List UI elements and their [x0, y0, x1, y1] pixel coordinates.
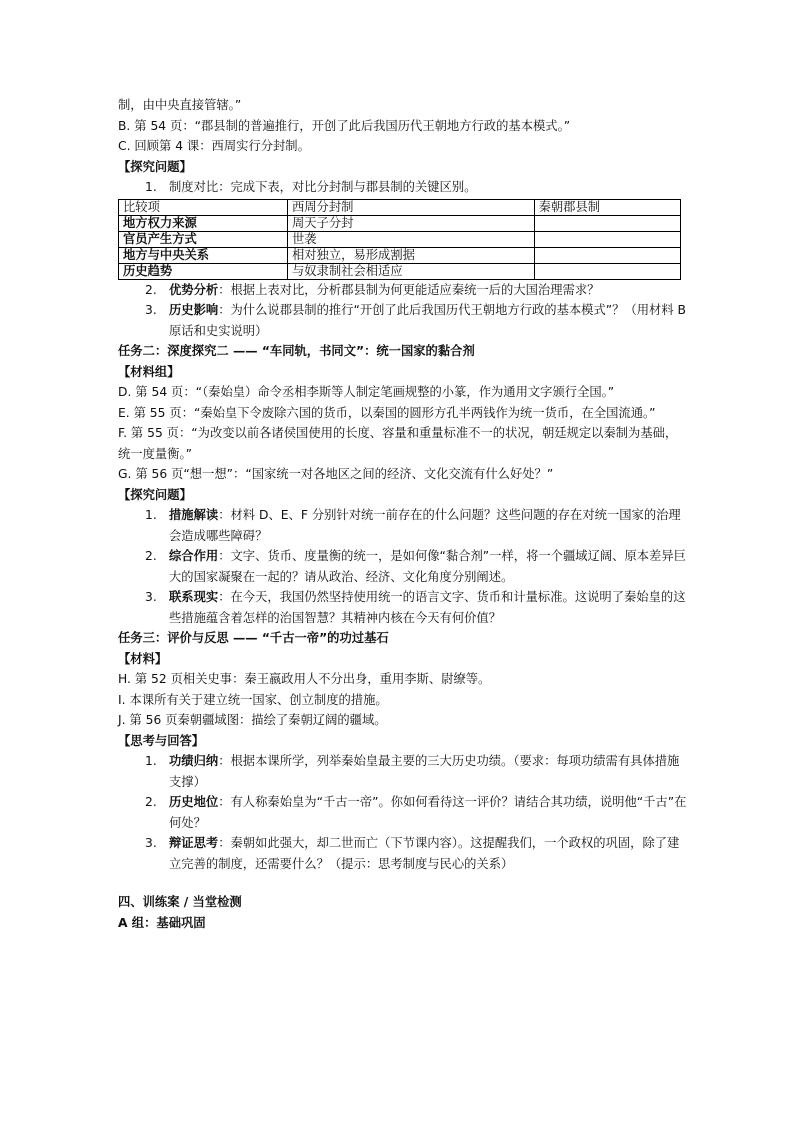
- table-cell-blank[interactable]: [534, 247, 680, 263]
- table-row: [119, 247, 681, 263]
- question-term: 措施解读: [169, 508, 219, 522]
- question-term: 功绩归纳: [169, 754, 219, 768]
- question-item: [118, 546, 688, 587]
- table-row: [119, 215, 681, 231]
- question-number: 2.: [145, 795, 157, 809]
- question-item: [118, 751, 688, 792]
- comparison-table: [118, 199, 681, 280]
- section4-subtitle: A 组：基础巩固: [118, 915, 206, 930]
- question-number: 2.: [145, 549, 157, 563]
- material-d: D. 第 54 页：“（秦始皇）命令丞相李斯等人制定笔画规整的小篆，作为通用文字颁行全国。”: [118, 385, 615, 399]
- table-row: [119, 231, 681, 247]
- explore-heading: 【探究问题】: [118, 159, 192, 174]
- material-b: B. 第 54 页：“郡县制的普遍推行，开创了此后我国历代王朝地方行政的基本模式。”: [118, 118, 571, 133]
- table-header-cell: 比较项: [119, 199, 288, 215]
- material-e: E. 第 55 页：“秦始皇下令废除六国的货币，以秦国的圆形方孔半两钱作为统一货币，在全国流通。”: [118, 405, 656, 420]
- task3-material-heading: 【材料】: [118, 651, 168, 666]
- material-c: C. 回顾第 4 课：西周实行分封制。: [118, 139, 310, 153]
- table-cell: 相对独立，易形成割据: [287, 247, 534, 263]
- question-number: 3.: [145, 590, 157, 604]
- table-cell: 世袭: [287, 231, 534, 247]
- question-term: 辩证思考: [169, 836, 219, 850]
- table-row: [119, 263, 681, 279]
- table-cell-blank[interactable]: [534, 263, 680, 279]
- question-number: 3.: [145, 303, 157, 317]
- question-item: [118, 587, 688, 628]
- intro-line-1: 制，由中央直接管辖。”: [118, 98, 242, 112]
- task2-material-heading: 【材料组】: [118, 364, 180, 379]
- table-cell: 周天子分封: [287, 215, 534, 231]
- task3-title: 任务三：评价与反思 —— “千古一帝”的功过基石: [118, 631, 389, 645]
- question-term: 历史影响: [169, 303, 219, 317]
- question-term: 优势分析: [169, 282, 219, 297]
- question-text: ：根据上表对比，分析郡县制为何更能适应秦统一后的大国治理需求？: [218, 282, 600, 297]
- table-header-row: [119, 199, 681, 215]
- table-cell-blank[interactable]: [534, 231, 680, 247]
- question-text: ：在今天，我国仍然坚持使用统一的语言文字、货币和计量标准。这说明了秦始皇的这些措施蕴含着怎样的治国智慧？其精神内核在今天有何价值？: [169, 590, 686, 625]
- question-number: 1.: [145, 508, 157, 522]
- section4-title: 四、训练案 / 当堂检测: [118, 895, 242, 909]
- question-item: [118, 280, 688, 301]
- question-item: [118, 792, 688, 833]
- explore-question-list: [118, 177, 688, 198]
- question-text: ：秦朝如此强大，却二世而亡（下节课内容）。这提醒我们，一个政权的巩固，除了建立完善的制度，还需要什么？（提示：思考制度与民心的关系）: [169, 836, 680, 871]
- question-item: [118, 300, 688, 341]
- question-text: ：有人称秦始皇为“千古一帝”。你如何看待这一评价？请结合其功绩，说明他“千古”在何处？: [169, 795, 687, 830]
- material-i: I. 本课所有关于建立统一国家、创立制度的措施。: [118, 692, 388, 707]
- material-g: G. 第 56 页“想一想”：“国家统一对各地区之间的经济、文化交流有什么好处？”: [118, 467, 554, 481]
- question-number: 2.: [145, 282, 157, 297]
- table-header-cell: 西周分封制: [287, 199, 534, 215]
- question-item: [118, 833, 688, 874]
- question-term: 联系现实: [169, 590, 219, 604]
- task2-question-list: [118, 505, 688, 628]
- question-text: 制度对比：完成下表，对比分封制与郡县制的关键区别。: [169, 180, 477, 194]
- question-item: [118, 505, 688, 546]
- question-text: ：为什么说郡县制的推行“开创了此后我国历代王朝地方行政的基本模式”？（用材料 B 原话和史实说明）: [169, 303, 686, 338]
- table-cell: 官员产生方式: [119, 231, 288, 247]
- material-f: F. 第 55 页：“为改变以前各诸侯国使用的长度、容量和重量标准不一的状况，朝廷规定以秦制为基础，统一度量衡。”: [118, 426, 678, 461]
- question-item: [118, 177, 688, 198]
- task3-question-list: [118, 751, 688, 874]
- task2-question-heading: 【探究问题】: [118, 487, 192, 502]
- question-text: ：材料 D、E、F 分别针对统一前存在的什么问题？这些问题的存在对统一国家的治理会造成哪些障碍？: [169, 508, 681, 543]
- question-text: ：根据本课所学，列举秦始皇最主要的三大历史功绩。（要求：每项功绩需有具体措施支撑）: [169, 754, 680, 789]
- question-number: 3.: [145, 836, 157, 850]
- task3-question-heading: 【思考与回答】: [118, 733, 205, 748]
- question-text: ：文字、货币、度量衡的统一，是如何像“黏合剂”一样，将一个疆域辽阔、原本差异巨大的国家凝聚在一起的？请从政治、经济、文化角度分别阐述。: [169, 549, 686, 584]
- question-number: 1.: [145, 754, 157, 768]
- material-j: J. 第 56 页秦朝疆域图：描绘了秦朝辽阔的疆域。: [118, 713, 387, 727]
- task2-title: 任务二：深度探究二 —— “车同轨，书同文”：统一国家的黏合剂: [118, 344, 475, 358]
- explore-question-list: [118, 280, 688, 342]
- table-cell: 与奴隶制社会相适应: [287, 263, 534, 279]
- table-cell: 历史趋势: [119, 263, 288, 279]
- question-term: 综合作用: [169, 549, 219, 563]
- question-term: 历史地位: [169, 795, 219, 809]
- material-h: H. 第 52 页相关史事：秦王嬴政用人不分出身，重用李斯、尉缭等。: [118, 672, 491, 686]
- table-cell: 地方权力来源: [119, 215, 288, 231]
- table-cell-blank[interactable]: [534, 215, 680, 231]
- section-spacer: [118, 874, 688, 892]
- document-page: [118, 95, 688, 933]
- table-header-cell: 秦朝郡县制: [534, 199, 680, 215]
- table-cell: 地方与中央关系: [119, 247, 288, 263]
- question-number: 1.: [145, 180, 157, 194]
